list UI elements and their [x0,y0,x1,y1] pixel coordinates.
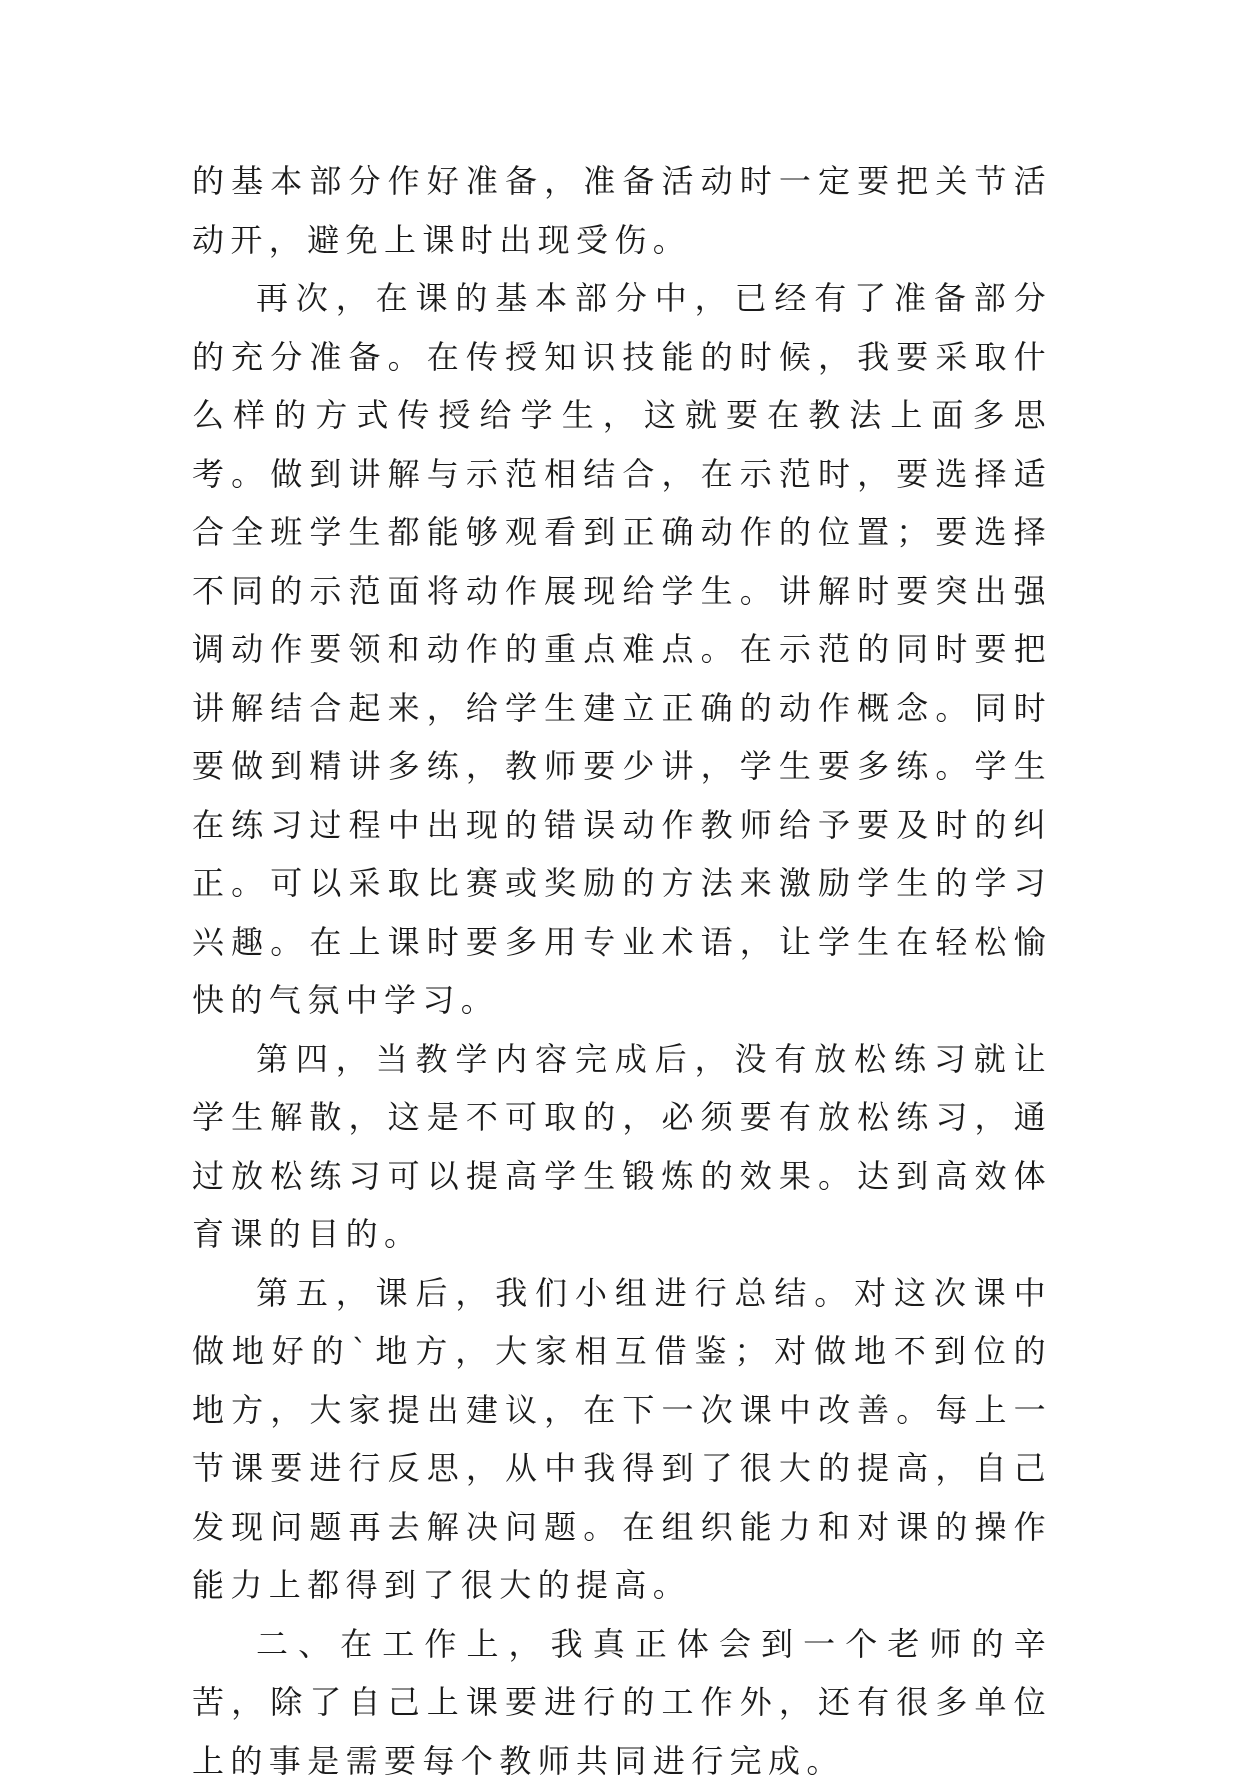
paragraph-teaching-method: 再次，在课的基本部分中，已经有了准备部分的充分准备。在传授知识技能的时候，我要采取什么样的方式传授给学生，这就要在教法上面多思考。做到讲解与示范相结合，在示范时，要选择适合全班学生都能够观看到正确动作的位置；要选择不同的示范面将动作展现给学生。讲解时要突出强调动作要领和动作的重点难点。在示范的同时要把讲解结合起来，给学生建立正确的动作概念。同时要做到精讲多练，教师要少讲，学生要多练。学生在练习过程中出现的错误动作教师给予要及时的纠正。可以采取比赛或奖励的方法来激励学生的学习兴趣。在上课时要多用专业术语，让学生在轻松愉快的气氛中学习。 [192,269,1052,1030]
paragraph-continuation: 的基本部分作好准备，准备活动时一定要把关节活动开，避免上课时出现受伤。 [192,152,1052,269]
paragraph-relaxation-exercise: 第四，当教学内容完成后，没有放松练习就让学生解散，这是不可取的，必须要有放松练习，通过放松练习可以提高学生锻炼的效果。达到高效体育课的目的。 [192,1030,1052,1264]
document-body [192,152,1052,1790]
paragraph-work-experience: 二、在工作上，我真正体会到一个老师的辛苦，除了自己上课要进行的工作外，还有很多单位上的事是需要每个教师共同进行完成。 [192,1615,1052,1790]
paragraph-after-class-summary: 第五，课后，我们小组进行总结。对这次课中做地好的`地方，大家相互借鉴；对做地不到位的地方，大家提出建议，在下一次课中改善。每上一节课要进行反思，从中我得到了很大的提高，自己发现问题再去解决问题。在组织能力和对课的操作能力上都得到了很大的提高。 [192,1264,1052,1615]
